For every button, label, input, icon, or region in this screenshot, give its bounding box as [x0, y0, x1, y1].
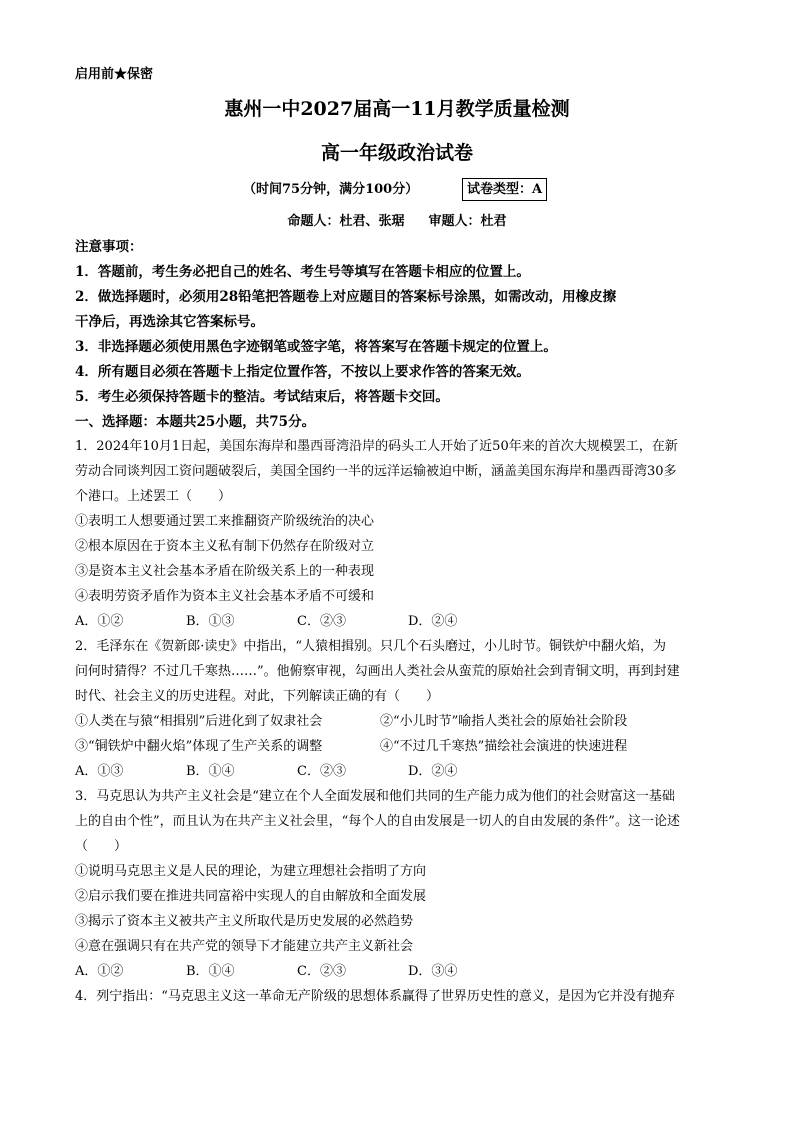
- question-text: 问何时猜得？不过几千寒热……”。他俯察审视，勾画出人类社会从蛮荒的原始社会到青铜文明，再到封建: [75, 664, 680, 679]
- option-a: A．①②: [75, 614, 124, 629]
- option-b: B．①④: [186, 964, 235, 979]
- statement: ②启示我们要在推进共同富裕中实现人的自由解放和全面发展: [75, 889, 427, 904]
- paper-type-box: 试卷类型：A: [462, 178, 547, 201]
- statement: ③是资本主义社会基本矛盾在阶级关系上的一种表现: [75, 564, 375, 579]
- exam-subtitle: 高一年级政治试卷: [320, 142, 473, 164]
- statement: ②根本原因在于资本主义私有制下仍然存在阶级对立: [75, 539, 375, 554]
- notice-item: 3．非选择题必须使用黑色字迹钢笔或签字笔，将答案写在答题卡规定的位置上。: [75, 339, 557, 355]
- question-text: 时代、社会主义的历史进程。对此，下列解读正确的有（ ）: [75, 689, 440, 704]
- option-b: B．①④: [186, 764, 235, 779]
- statement: ④“不过几千寒热”描绘社会演进的快速进程: [380, 739, 628, 754]
- notice-item: 5．考生必须保持答题卡的整洁。考试结束后，将答题卡交回。: [75, 389, 449, 405]
- statement: ①说明马克思主义是人民的理论，为建立理想社会指明了方向: [75, 864, 427, 879]
- statement: ①人类在与猿“相揖别”后进化到了奴隶社会: [75, 714, 323, 729]
- notice-item: 2．做选择题时，必须用28铅笔把答题卷上对应题目的答案标号涂黑，如需改动，用橡皮擦: [75, 289, 617, 305]
- option-c: C．②③: [297, 614, 346, 629]
- time-info: （时间75分钟，满分100分）: [243, 182, 419, 197]
- statement: ④表明劳资矛盾作为资本主义社会基本矛盾不可缓和: [75, 589, 375, 604]
- question-text: 4．列宁指出：“马克思主义这一革命无产阶级的思想体系赢得了世界历史性的意义，是因为它并没有抛弃: [75, 989, 675, 1004]
- option-c: C．②③: [297, 964, 346, 979]
- statement: ③“铜铁炉中翻火焰”体现了生产关系的调整: [75, 739, 323, 754]
- option-c: C．②③: [297, 764, 346, 779]
- question-text: （ ）: [75, 839, 128, 854]
- reviewer: 审题人：杜君: [428, 214, 507, 229]
- question-text: 劳动合同谈判因工资问题破裂后，美国全国约一半的远洋运输被迫中断，涵盖美国东海岸和墨西哥湾30多: [75, 464, 677, 479]
- question-text: 个港口。上述罢工（ ）: [75, 489, 232, 504]
- notice-item: 1．答题前，考生务必把自己的姓名、考生号等填写在答题卡相应的位置上。: [75, 264, 530, 280]
- option-a: A．①③: [75, 764, 124, 779]
- confidential-label: 启用前★保密: [75, 67, 154, 82]
- question-text: 1．2024年10月1日起，美国东海岸和墨西哥湾沿岸的码头工人开始了近50年来的首次大规模罢工，在新: [75, 439, 678, 454]
- question-text: 2．毛泽东在《贺新郎·读史》中指出，“人猿相揖别。只几个石头磨过，小儿时节。铜铁炉中翻火焰，为: [75, 639, 667, 654]
- statement: ③揭示了资本主义被共产主义所取代是历史发展的必然趋势: [75, 914, 414, 929]
- statement: ②“小儿时节”喻指人类社会的原始社会阶段: [380, 714, 628, 729]
- statement: ④意在强调只有在共产党的领导下才能建立共产主义新社会: [75, 939, 414, 954]
- section-heading: 一、选择题：本题共25小题，共75分。: [75, 414, 316, 430]
- statement: ①表明工人想要通过罢工来推翻资产阶级统治的决心: [75, 514, 375, 529]
- option-b: B．①③: [186, 614, 235, 629]
- question-text: 3．马克思认为共产主义社会是“建立在个人全面发展和他们共同的生产能力成为他们的社会财富这一基础: [75, 789, 675, 804]
- option-d: D．②④: [408, 614, 458, 629]
- exam-title: 惠州一中2027届高一11月教学质量检测: [224, 98, 570, 120]
- option-d: D．②④: [408, 764, 458, 779]
- option-d: D．③④: [408, 964, 458, 979]
- question-text: 上的自由个性”，而且认为在共产主义社会里，“每个人的自由发展是一切人的自由发展的条件”。这一论述: [75, 814, 680, 829]
- authors: 命题人：杜君、张琚: [287, 214, 405, 229]
- notice-heading: 注意事项：: [75, 239, 143, 255]
- notice-item: 干净后，再选涂其它答案标号。: [75, 314, 264, 330]
- notice-item: 4．所有题目必须在答题卡上指定位置作答，不按以上要求作答的答案无效。: [75, 364, 530, 380]
- author-line: [0, 213, 794, 231]
- option-a: A．①②: [75, 964, 124, 979]
